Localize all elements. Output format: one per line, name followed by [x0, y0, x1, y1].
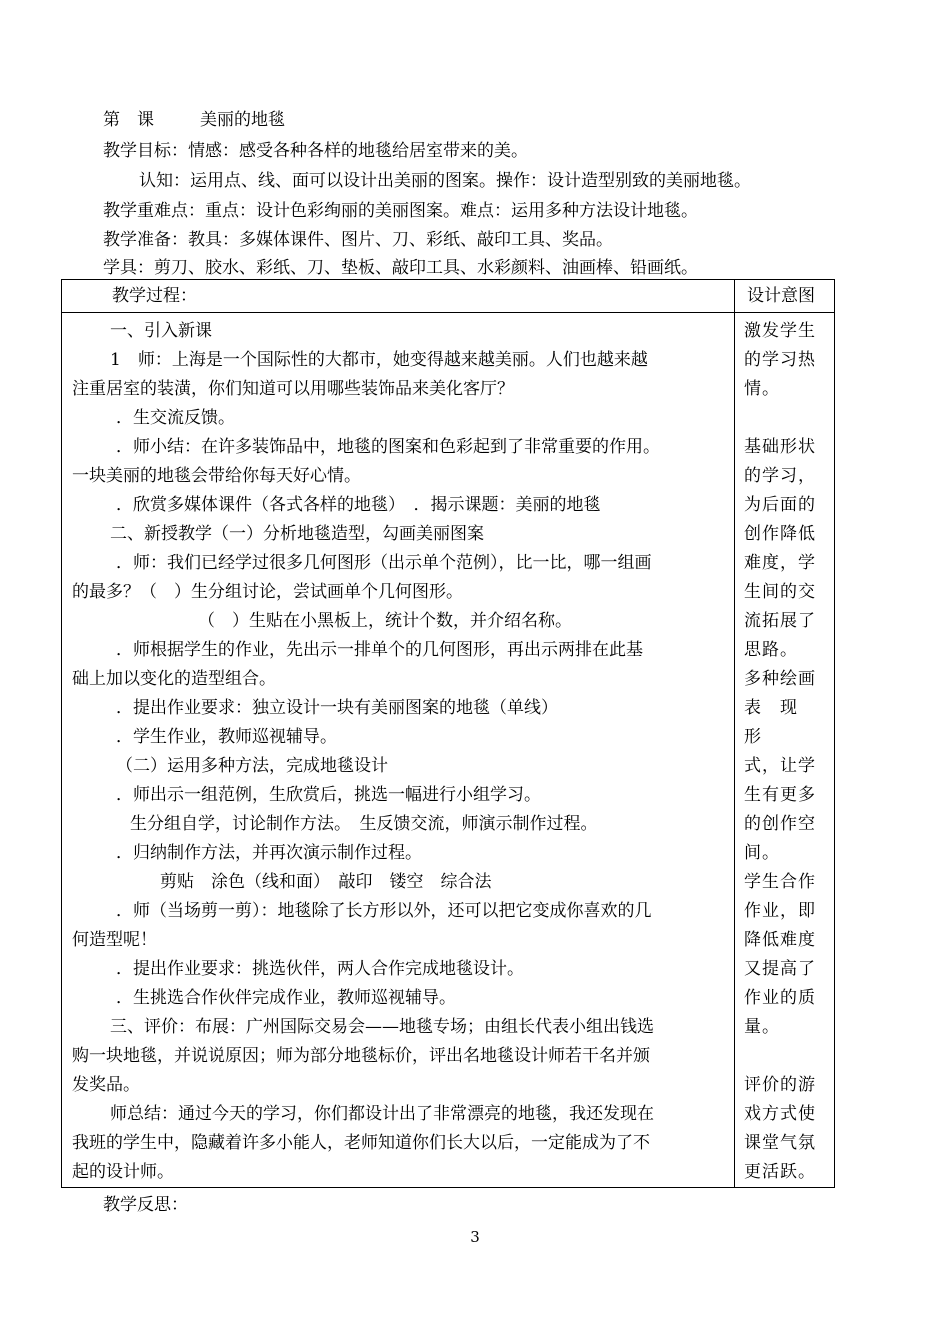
process-line: 一块美丽的地毯会带给你每天好心情。: [72, 466, 361, 486]
process-line: 生分组自学，讨论制作方法。 生反馈交流，师演示制作过程。: [130, 814, 598, 834]
process-line: ．师出示一组范例，生欣赏后，挑选一幅进行小组学习。: [116, 785, 541, 805]
process-line: （二）运用多种方法，完成地毯设计: [116, 756, 388, 776]
intent-line: 多种绘画: [744, 669, 816, 689]
intent-line: 思路。: [744, 640, 798, 660]
process-line: 三、评价：布展：广州国际交易会——地毯专场；由组长代表小组出钱选: [110, 1017, 654, 1037]
lesson-number: 第 课: [103, 110, 154, 130]
process-line: ．生挑选合作伙伴完成作业，教师巡视辅导。: [116, 988, 456, 1008]
process-cell: [62, 313, 735, 1188]
lesson-title: 美丽的地毯: [200, 110, 285, 130]
intent-line: 课堂气氛: [744, 1133, 816, 1153]
intent-line: 流拓展了: [744, 611, 816, 631]
process-line: 注重居室的装潢，你们知道可以用哪些装饰品来美化客厅？: [72, 379, 514, 399]
process-line: 一、引入新课: [110, 321, 212, 341]
process-line: 我班的学生中，隐藏着许多小能人，老师知道你们长大以后，一定能成为了不: [72, 1133, 650, 1153]
process-line: ．欣赏多媒体课件（各式各样的地毯） ．揭示课题：美丽的地毯: [116, 495, 601, 515]
intent-spacer: [735, 404, 834, 433]
process-line: ．归纳制作方法，并再次演示制作过程。: [116, 843, 422, 863]
process-header: 教学过程：: [112, 286, 197, 306]
intent-line: 作业，即: [744, 901, 816, 921]
intent-line: 学生合作: [744, 872, 816, 892]
intent-line: 为后面的: [744, 495, 816, 515]
process-line: 础上加以变化的造型组合。: [72, 669, 276, 689]
goal-emotion: 教学目标：情感：感受各种各样的地毯给居室带来的美。: [103, 141, 528, 161]
process-header-cell: [62, 280, 735, 313]
key-difficulty: 教学重难点：重点：设计色彩绚丽的美丽图案。难点：运用多种方法设计地毯。: [103, 201, 698, 221]
intent-line: 的学习，: [744, 466, 816, 486]
page-number: 3: [470, 1228, 480, 1246]
process-line: 的最多？（ ）生分组讨论，尝试画单个几何图形。: [72, 582, 463, 602]
process-line: ．师小结：在许多装饰品中，地毯的图案和色彩起到了非常重要的作用。: [116, 437, 660, 457]
teaching-reflection: 教学反思：: [103, 1195, 188, 1215]
process-line: ．师根据学生的作业，先出示一排单个的几何图形，再出示两排在此基: [116, 640, 643, 660]
process-line: 起的设计师。: [72, 1162, 174, 1182]
process-line: ．提出作业要求：独立设计一块有美丽图案的地毯（单线）: [116, 698, 558, 718]
intent-cell: [735, 313, 835, 1188]
process-line: 二、新授教学（一）分析地毯造型，勾画美丽图案: [110, 524, 484, 544]
lesson-table: [61, 279, 835, 1188]
process-line: （ ）生贴在小黑板上，统计个数，并介绍名称。: [198, 611, 572, 631]
intent-line: 式，让学: [744, 756, 816, 776]
intent-header-cell: [735, 280, 835, 313]
process-line: 师总结：通过今天的学习，你们都设计出了非常漂亮的地毯，我还发现在: [110, 1104, 654, 1124]
process-line: ．生交流反馈。: [116, 408, 235, 428]
intent-line: 的创作空: [744, 814, 816, 834]
process-line: 何造型呢！: [72, 930, 157, 950]
intent-line: 降低难度: [744, 930, 816, 950]
process-line: ．师（当场剪一剪）：地毯除了长方形以外，还可以把它变成你喜欢的几: [116, 901, 652, 921]
intent-line: 生有更多: [744, 785, 816, 805]
intent-line: 量。: [744, 1017, 780, 1037]
intent-line: 难度，学: [744, 553, 816, 573]
process-line: 发奖品。: [72, 1075, 140, 1095]
intent-header: 设计意图: [747, 286, 815, 306]
intent-line: 激发学生: [744, 321, 816, 341]
intent-spacer: [735, 1042, 834, 1071]
intent-line: 基础形状: [744, 437, 816, 457]
intent-line: 又提高了: [744, 959, 816, 979]
process-line: 剪贴 涂色（线和面） 敲印 镂空 综合法: [160, 872, 492, 892]
process-line: ．师：我们已经学过很多几何图形（出示单个范例），比一比，哪一组画: [116, 553, 652, 573]
intent-line: 戏方式使: [744, 1104, 816, 1124]
intent-line: 更活跃。: [744, 1162, 816, 1182]
intent-line: 生间的交: [744, 582, 816, 602]
intent-line: 的学习热: [744, 350, 816, 370]
goal-cognition: 认知：运用点、线、面可以设计出美丽的图案。操作：设计造型别致的美丽地毯。: [139, 171, 751, 191]
intent-line: 评价的游: [744, 1075, 816, 1095]
intent-line: 作业的质: [744, 988, 816, 1008]
intent-line: 间。: [744, 843, 780, 863]
process-line: 购一块地毯，并说说原因；师为部分地毯标价，评出名地毯设计师若干名并颁: [72, 1046, 650, 1066]
process-line: ．提出作业要求：挑选伙伴，两人合作完成地毯设计。: [116, 959, 524, 979]
intent-line: 创作降低: [744, 524, 816, 544]
teacher-prep: 教学准备：教具：多媒体课件、图片、刀、彩纸、敲印工具、奖品。: [103, 230, 613, 250]
process-line: 1 师：上海是一个国际性的大都市，她变得越来越美丽。人们也越来越: [110, 350, 648, 370]
student-prep: 学具：剪刀、胶水、彩纸、刀、垫板、敲印工具、水彩颜料、油画棒、铅画纸。: [103, 258, 698, 278]
process-line: ．学生作业，教师巡视辅导。: [116, 727, 337, 747]
intent-line: 情。: [744, 379, 780, 399]
intent-line: 表 现 形: [744, 698, 816, 747]
